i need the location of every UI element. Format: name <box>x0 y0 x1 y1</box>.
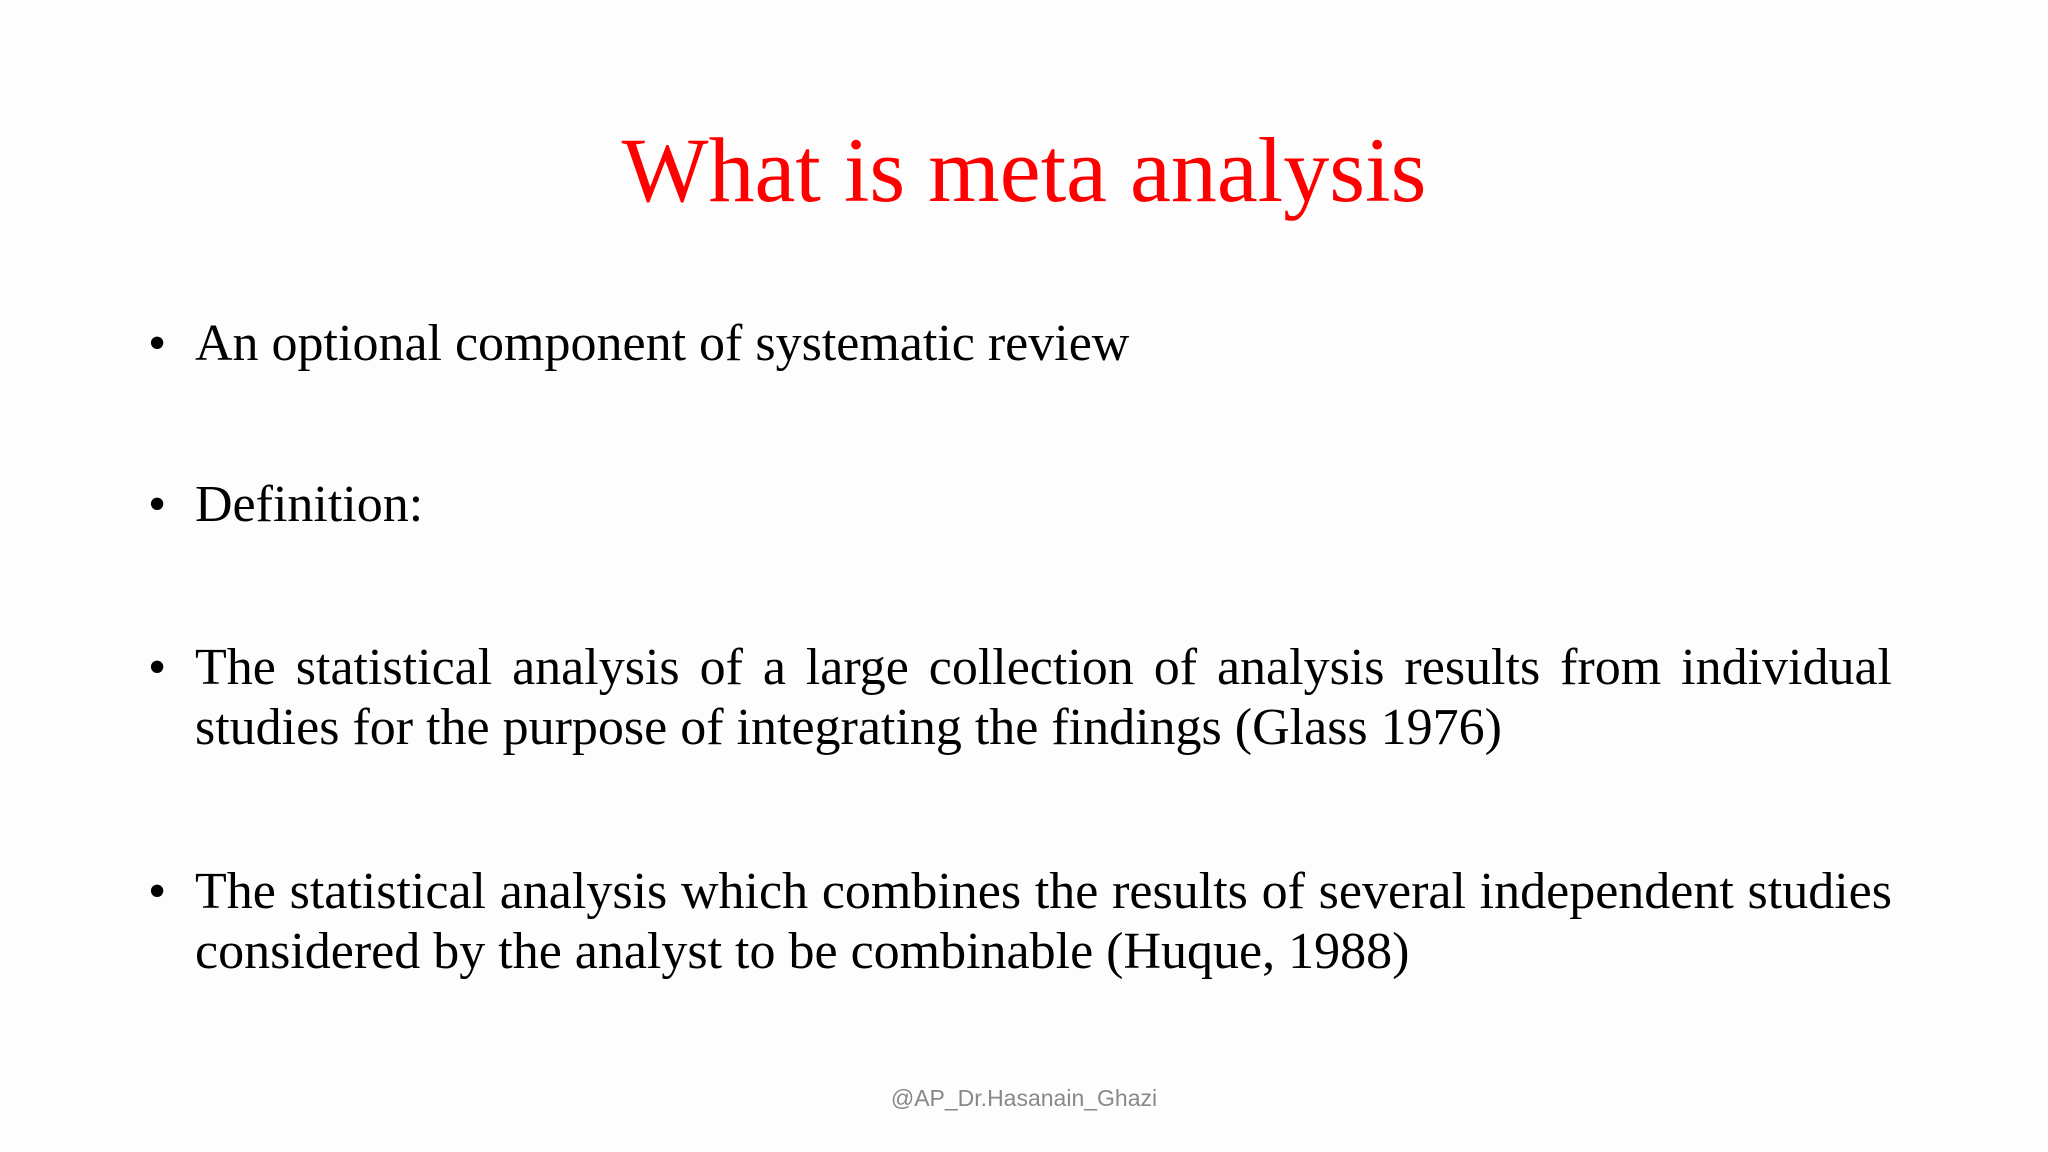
bullet-text: The statistical analysis of a large collection of analysis results from individual studies for the purpose of integrating the findings (Glass 1976) <box>195 639 1892 756</box>
bullet-marker: • <box>148 863 167 920</box>
bullet-item <box>148 314 1892 374</box>
bullet-item <box>148 475 1892 535</box>
slide-title: What is meta analysis <box>621 119 1427 221</box>
bullet-item <box>148 638 1892 758</box>
bullet-text: An optional component of systematic review <box>195 315 1130 372</box>
bullet-marker: • <box>148 639 167 696</box>
bullet-text: The statistical analysis which combines the results of several independent studies considered by the analyst to be combinable (Huque, 1988) <box>195 863 1892 980</box>
bullet-marker: • <box>148 476 167 533</box>
footer-watermark: @AP_Dr.Hasanain_Ghazi <box>890 1085 1158 1111</box>
bullet-text: Definition: <box>195 476 424 533</box>
bullet-item <box>148 862 1892 982</box>
bullet-marker: • <box>148 315 167 372</box>
